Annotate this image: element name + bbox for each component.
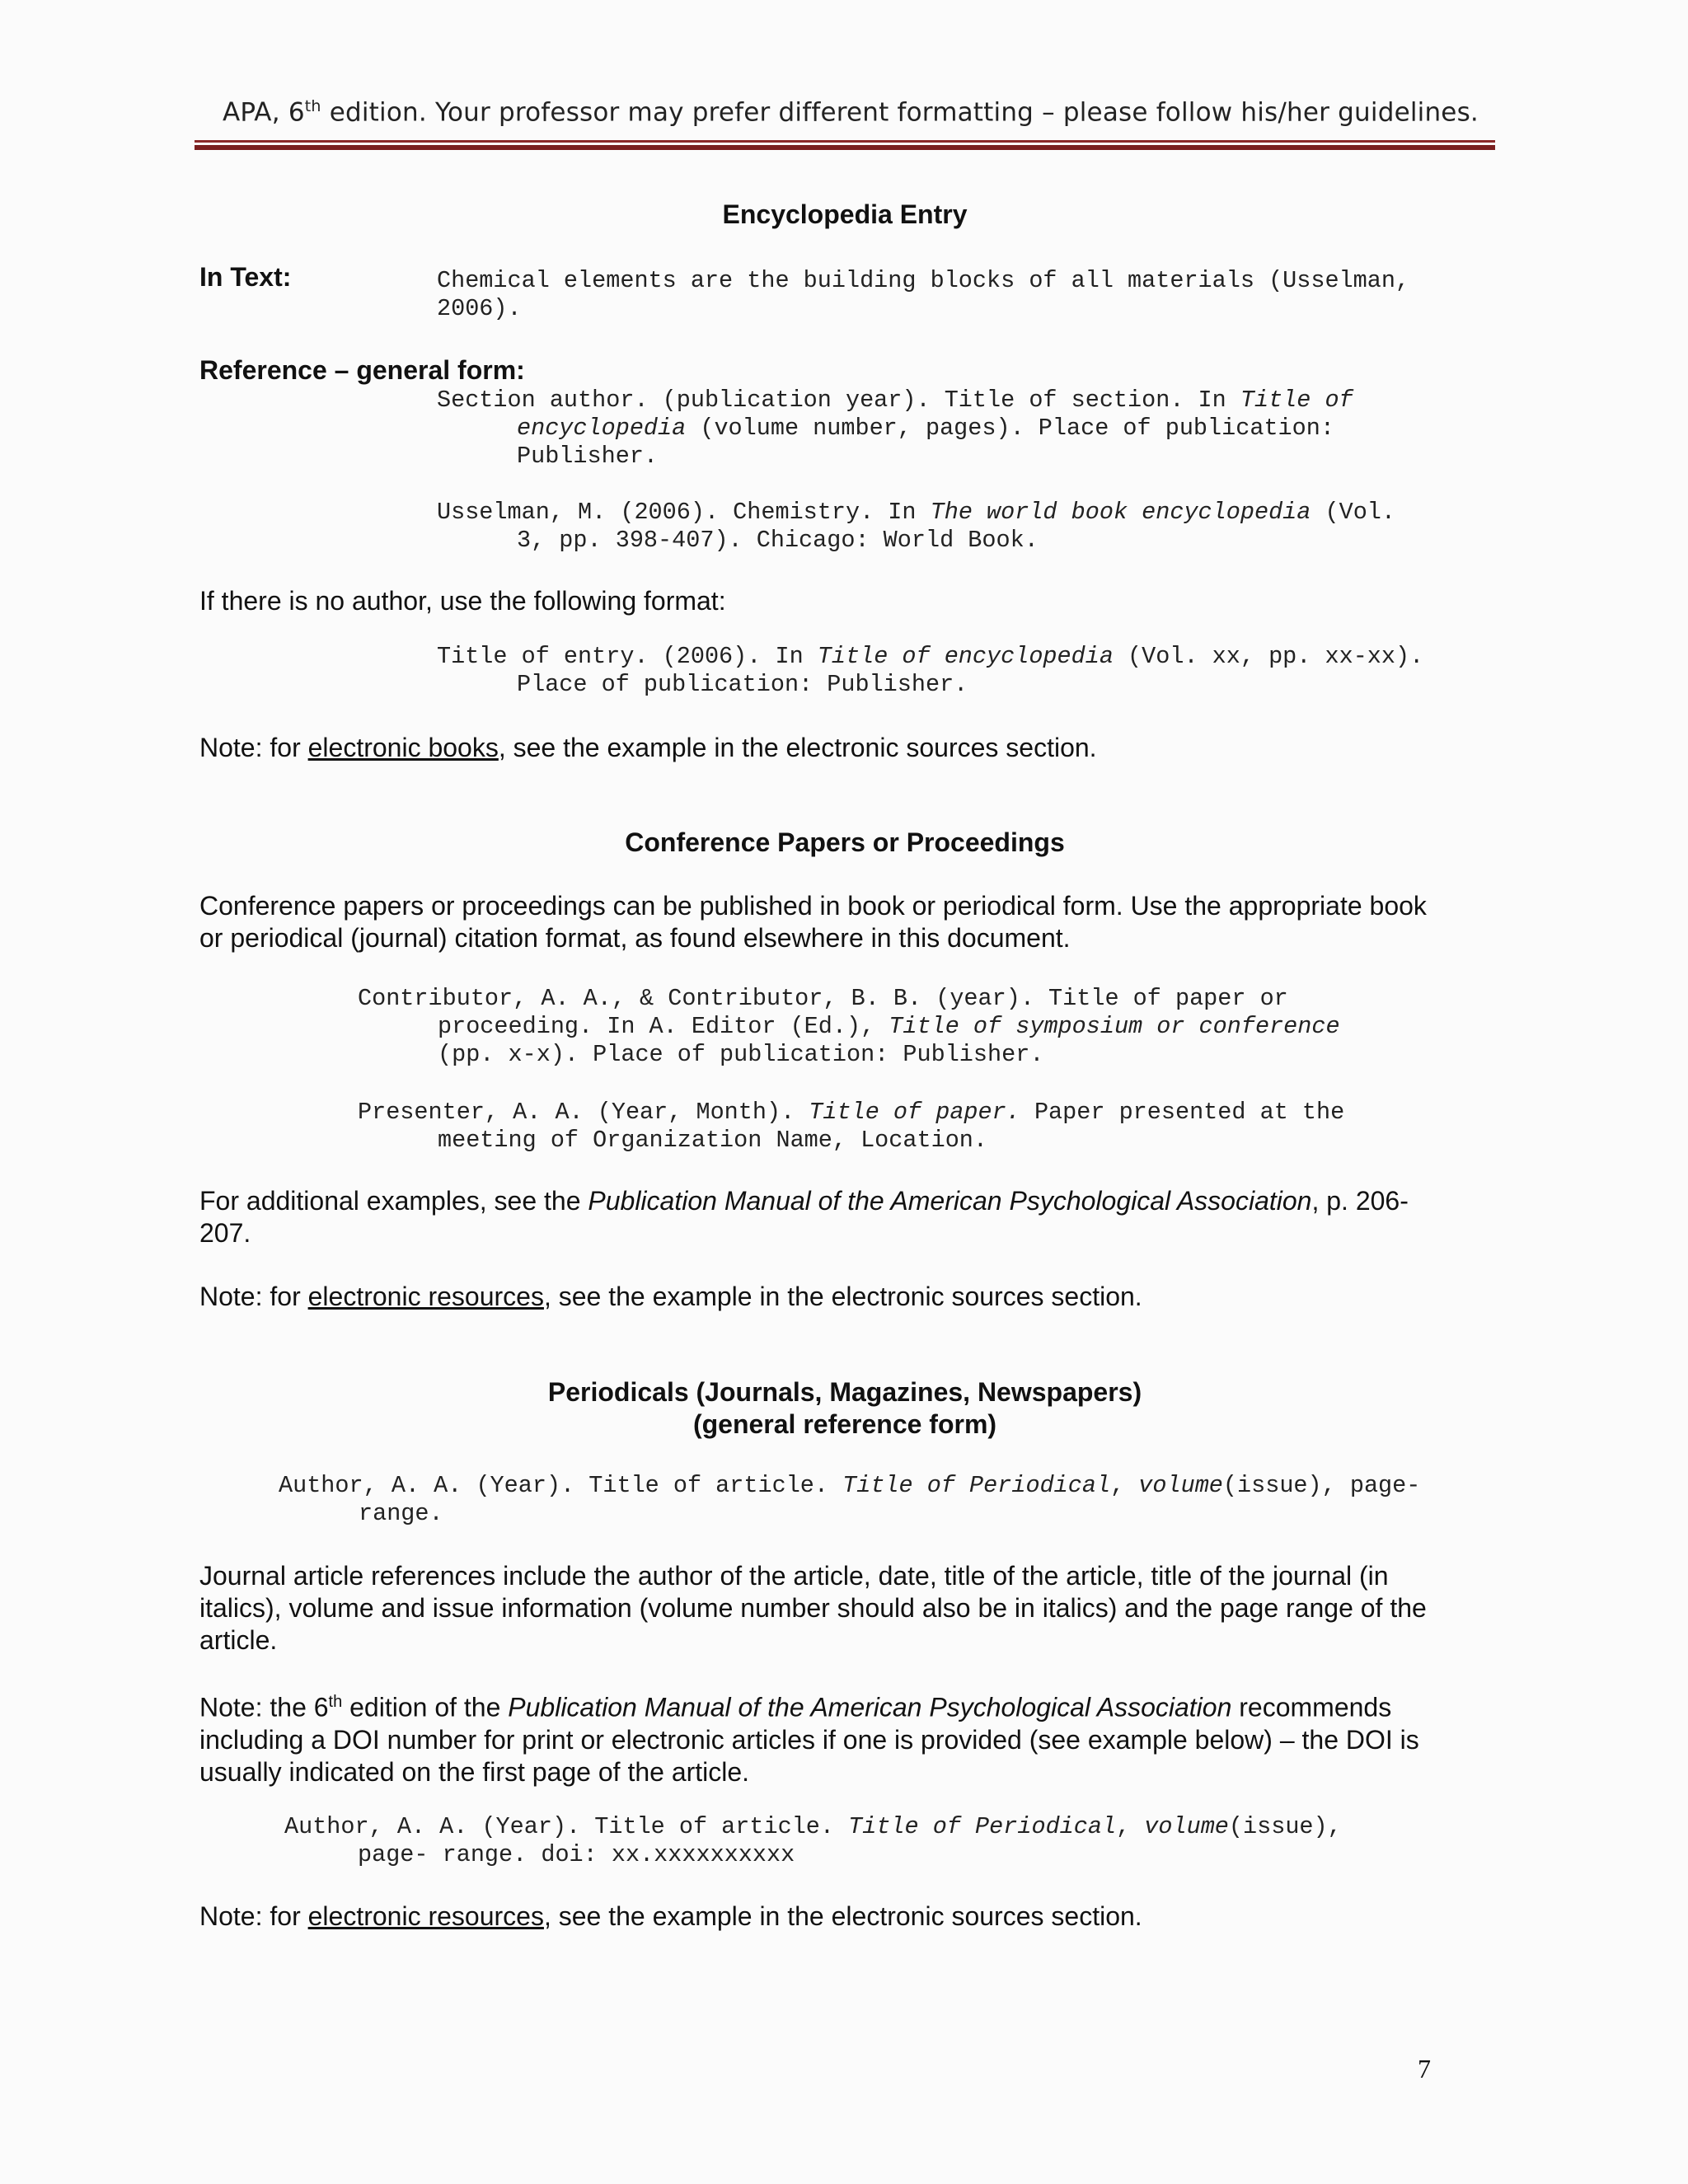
in-text-example xyxy=(437,267,1409,323)
citation-line: encyclopedia (volume number, pages). Place of publication: xyxy=(517,415,1334,442)
in-text-label: In Text: xyxy=(199,262,292,292)
paragraph-line: italics), volume and issue information (volume number should also be in italics) and the page range of the xyxy=(199,1593,1427,1623)
paragraph-line: For additional examples, see the Publication Manual of the American Psychological Association, p. 206- xyxy=(199,1186,1409,1216)
note-electronic-books: Note: for electronic books, see the example in the electronic sources section. xyxy=(199,733,1097,762)
encyclopedia-general-form xyxy=(437,387,1353,471)
conference-intro xyxy=(199,890,1485,954)
encyclopedia-heading: Encyclopedia Entry xyxy=(722,199,968,229)
paragraph-line: including a DOI number for print or electronic articles if one is provided (see example below) – the DOI is xyxy=(199,1724,1419,1755)
doi-note xyxy=(199,1686,1485,1788)
citation-line: Publisher. xyxy=(517,443,659,470)
no-author-form xyxy=(437,643,1423,699)
header-text: APA, 6 xyxy=(222,97,305,128)
periodical-doi-form xyxy=(284,1813,1342,1869)
additional-examples xyxy=(199,1185,1485,1249)
heading-line: Periodicals (Journals, Magazines, Newspapers) xyxy=(547,1377,1142,1407)
encyclopedia-example xyxy=(437,499,1395,555)
paragraph-line: 207. xyxy=(199,1218,251,1248)
citation-line: range. xyxy=(359,1500,443,1527)
citation-line: Usselman, M. (2006). Chemistry. In The world book encyclopedia (Vol. xyxy=(437,499,1396,526)
heading-line: (general reference form) xyxy=(692,1409,997,1439)
header-text-rest: edition. Your professor may prefer different formatting – please follow his/her guidelines. xyxy=(321,97,1479,128)
citation-line: Author, A. A. (Year). Title of article. Title of Periodical, volume(issue), page- xyxy=(279,1472,1421,1499)
in-text-line: 2006). xyxy=(437,295,522,322)
electronic-resources-link[interactable]: electronic resources xyxy=(307,1282,544,1311)
periodical-general-form xyxy=(279,1472,1420,1528)
periodicals-heading xyxy=(195,1376,1495,1441)
conference-ref-1 xyxy=(358,985,1340,1069)
paragraph-line: Note: the 6th edition of the Publication Manual of the American Psychological Association recommends xyxy=(199,1692,1392,1722)
electronic-books-link[interactable]: electronic books xyxy=(307,733,499,762)
paragraph-line: Journal article references include the author of the article, date, title of the article, title of the journal (in xyxy=(199,1561,1389,1591)
citation-line: meeting of Organization Name, Location. xyxy=(438,1127,988,1154)
citation-line: Contributor, A. A., & Contributor, B. B. (year). Title of paper or xyxy=(358,985,1288,1012)
citation-line: Place of publication: Publisher. xyxy=(517,671,968,698)
citation-line: 3, pp. 398-407). Chicago: World Book. xyxy=(517,527,1039,554)
citation-line: page- range. doi: xx.xxxxxxxxxx xyxy=(358,1841,795,1868)
page-number: 7 xyxy=(1418,2054,1431,2083)
electronic-resources-link[interactable]: electronic resources xyxy=(307,1901,544,1931)
paragraph-line: Conference papers or proceedings can be published in book or periodical form. Use the appropriate book xyxy=(199,891,1427,921)
paragraph-line: or periodical (journal) citation format, as found elsewhere in this document. xyxy=(199,923,1071,953)
reference-general-form-label: Reference – general form: xyxy=(199,355,525,385)
no-author-text: If there is no author, use the following format: xyxy=(199,586,726,616)
citation-line: Author, A. A. (Year). Title of article. Title of Periodical, volume(issue), xyxy=(284,1813,1342,1840)
header-rule-thin xyxy=(195,140,1495,143)
in-text-line: Chemical elements are the building blocks of all materials (Usselman, xyxy=(437,267,1410,294)
note-electronic-resources-1: Note: for electronic resources, see the example in the electronic sources section. xyxy=(199,1282,1142,1311)
note-electronic-resources-2: Note: for electronic resources, see the example in the electronic sources section. xyxy=(199,1901,1142,1931)
citation-line: Section author. (publication year). Title of section. In Title of xyxy=(437,387,1353,414)
journal-description xyxy=(199,1560,1485,1657)
paragraph-line: usually indicated on the first page of the article. xyxy=(199,1756,750,1787)
citation-line: proceeding. In A. Editor (Ed.), Title of symposium or conference xyxy=(438,1013,1340,1040)
header-rule-thick xyxy=(195,145,1495,150)
paragraph-line: article. xyxy=(199,1625,278,1655)
citation-line: Presenter, A. A. (Year, Month). Title of paper. Paper presented at the xyxy=(358,1099,1345,1126)
header-superscript: th xyxy=(304,97,321,115)
conference-heading: Conference Papers or Proceedings xyxy=(625,827,1065,857)
conference-ref-2 xyxy=(358,1099,1344,1155)
running-header xyxy=(204,97,1498,127)
citation-line: Title of entry. (2006). In Title of encyclopedia (Vol. xx, pp. xx-xx). xyxy=(437,643,1424,670)
citation-line: (pp. x-x). Place of publication: Publisher. xyxy=(438,1041,1044,1068)
